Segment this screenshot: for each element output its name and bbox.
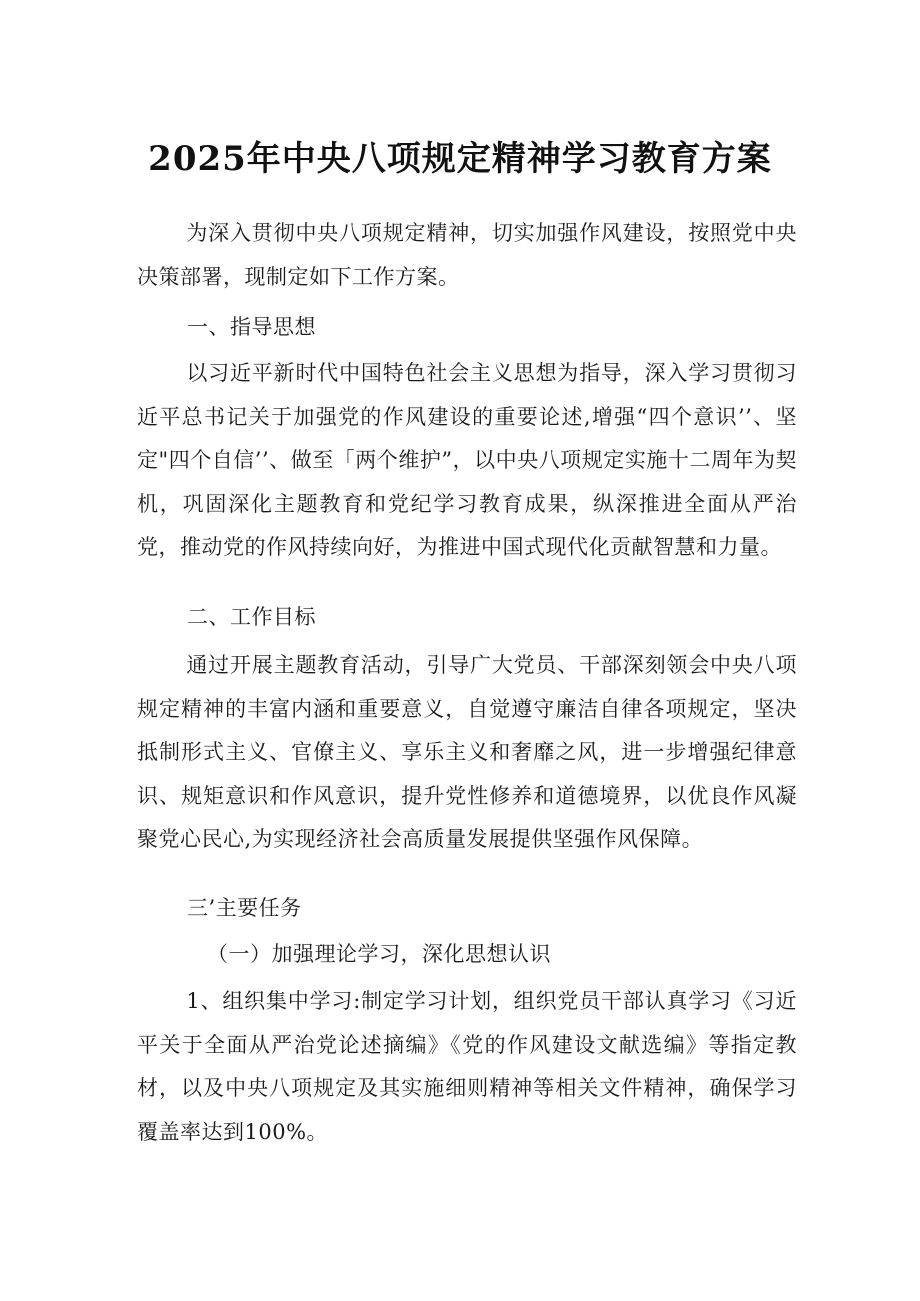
intro-paragraph: 为深入贯彻中央八项规定精神，切实加强作风建设，按照党中央决策部署，现制定如下工作方案。: [137, 221, 797, 289]
guiding-ideology-paragraph: 以习近平新时代中国特色社会主义思想为指导，深入学习贯彻习近平总书记关于加强党的作风建设的重要论述,增强“四个意识’’、坚定"四个自信’’、做至「两个维护”，以中央八项规定实施十二周年为契机，巩固深化主题教育和党纪学习教育成果，纵深推进全面从严治党，推动党的作风持续向好，为推进中国式现代化贡献智慧和力量。: [137, 361, 797, 559]
section-heading-work-goals: 二、工作目标: [187, 605, 316, 629]
subsection-heading-theory-study: （一）加强理论学习，深化思想认识: [207, 942, 551, 966]
section-heading-main-tasks: 三’主要任务: [187, 896, 302, 920]
document-title: 2025年中央八项规定精神学习教育方案: [148, 138, 772, 179]
item-centralized-study-paragraph: 1、组织集中学习:制定学习计划，组织党员干部认真学习《习近平关于全面从严治党论述摘编》《党的作风建设文献选编》等指定教材，以及中央八项规定及其实施细则精神等相关文件精神，确保学习覆盖率达到100%。: [137, 989, 797, 1144]
work-goals-paragraph: 通过开展主题教育活动，引导广大党员、干部深刻领会中央八项规定精神的丰富内涵和重要意义，自觉遵守廉洁自律各项规定，坚决抵制形式主义、官僚主义、享乐主义和奢靡之风，进一步增强纪律意识、规矩意识和作风意识，提升党性修养和道德境界，以优良作风凝聚党心民心,为实现经济社会高质量发展提供坚强作风保障。: [137, 653, 797, 851]
section-heading-guiding-ideology: 一、指导思想: [187, 315, 316, 339]
